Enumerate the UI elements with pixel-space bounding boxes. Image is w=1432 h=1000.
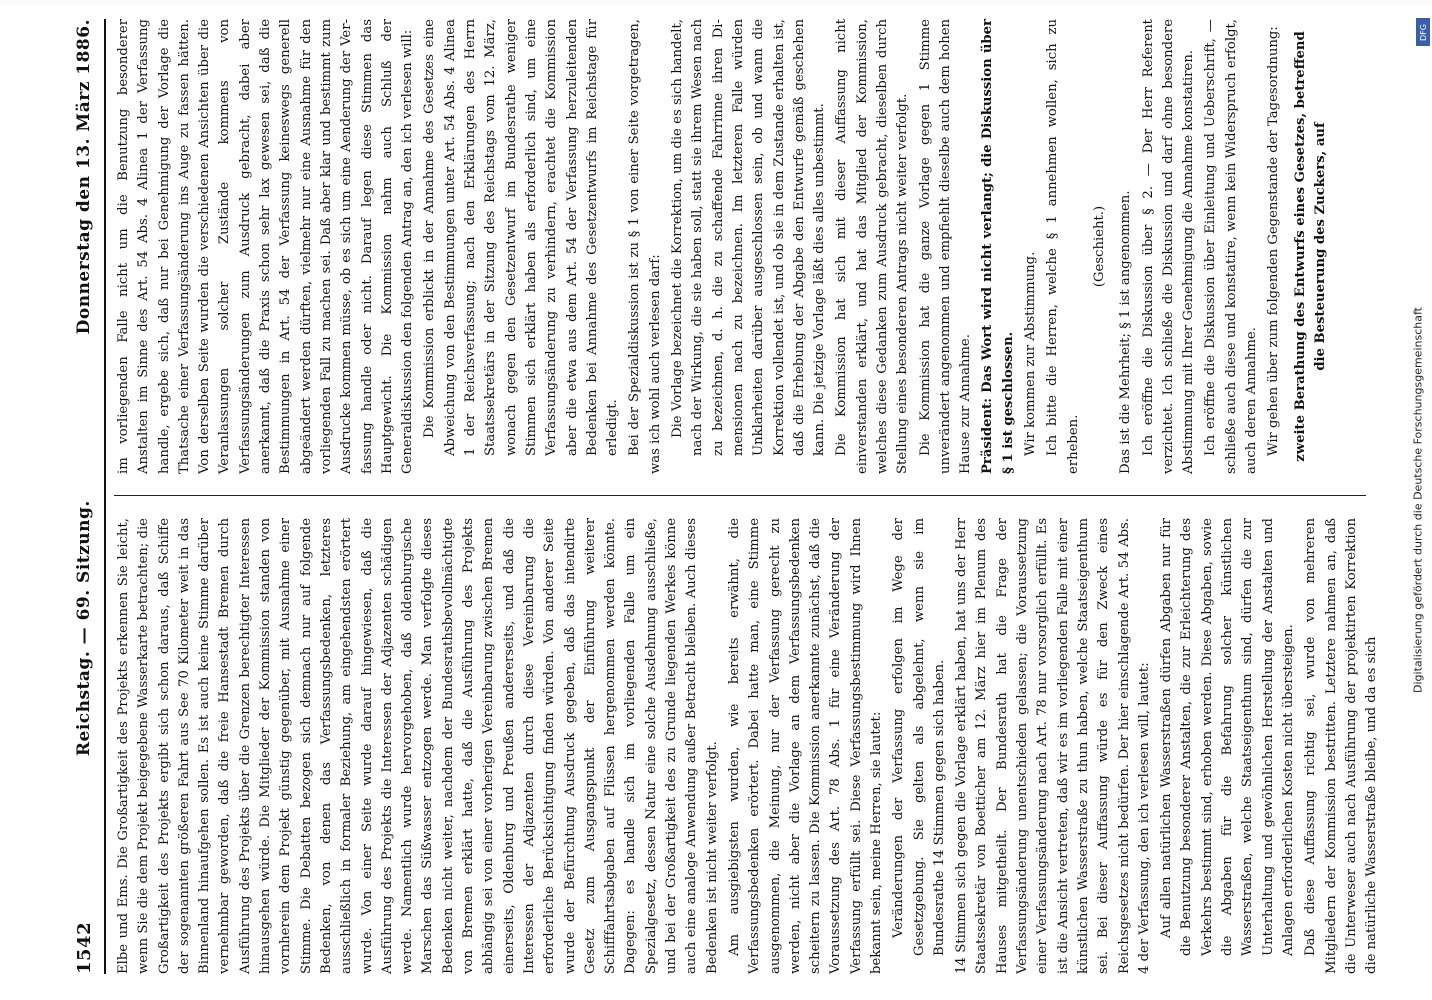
quote: Veränderungen der Verfassung erfolgen im Wege der Gesetzgebung. Sie gelten als abgelehnt, wenn sie im Bundesrathe 14 Stimmen gegen sich haben. — [891, 518, 947, 956]
page-number: 1542 — [73, 921, 95, 974]
paragraph: Die Kommission hat die ganze Vorlage gegen 1 Stimme unverändert angenommen und empfiehlt dieselbe auch dem hohen Hause zur Annahme. — [917, 19, 974, 474]
quote: Auf allen natürlichen Wasserstraßen dürfen Abgaben nur für die Benutzung besonderer Anstalten, die zur Erleichterung des Verkehrs bestimmt sind, erhoben werden. Diese Abgaben, sowie die Abgaben für die Befahrung solcher künstlichen Wasserstraßen, welche Staatseigenthum sind, dürfen die zur Unterhaltung und gewöhnlichen Herstellung der Anstalten und Anlagen erforderlichen Kosten nicht übersteigen. — [1159, 518, 1296, 956]
stage-direction: (Geschieht.) — [1091, 205, 1107, 288]
paragraph: Das ist die Mehrheit; § 1 ist angenommen. — [1118, 190, 1134, 474]
paragraph: Ich eröffne die Diskussion über § 2. — Der Herr Referent verzichtet. Ich schließe die Diskussion und darf ohne besondere Abstimmung mit Ihrer Genehmigung die Annahme konstatiren. — [1140, 19, 1197, 474]
paragraph: Ich bitte die Herren, welche § 1 annehmen wollen, sich zu erheben. — [1045, 19, 1081, 474]
header-left-title: Reichstag. — 69. Sitzung. — [74, 500, 94, 757]
speaker-paragraph: Präsident: Das Wort wird nicht verlangt; die Diskussion über § 1 ist geschlossen. — [980, 19, 1016, 474]
paragraph: 14 Stimmen sich gegen die Vorlage erklärt haben, hat uns der Herr Staatssekretär von Boetticher am 12. März hier im Plenum des Hauses mitgetheilt. Der Bundesrath hat die Frage der Verfassungsänderung unentschieden gelassen; die Voraussetzung einer Verfassungsänderung nach Art. 78 nur vorsorglich erfüllt. Es ist die Ansicht vertreten, daß wir es im vorliegenden Falle mit einer künstlichen Wasserstraße zu thun haben, welche Staatseigenthum sei. Bei dieser Auffassung würde es für den Zweck eines Reichsgesetzes nicht bedürfen. Der hier einschlagende Art. 54 Abs. 4 der Verfassung, den ich verlesen will, lautet: — [954, 518, 1152, 974]
paragraph: Am ausgiebigsten wurden, wie bereits erwähnt, die Verfassungsbedenken erörtert. Dabei hatte man, eine Stimme ausgenommen, die Meinung, nur der Verfassung gerecht zu werden, nicht aber die Vorlage an dem Verfassungsbedenken scheitern zu lassen. Die Kommission anerkannte zunächst, daß die Voraussetzung des Art. 78 Abs. 1 für eine Veränderung der Verfassung erfüllt sei. Diese Verfassungsbestimmung wird Ihnen bekannt sein, meine Herren, sie lautet: — [726, 518, 884, 974]
paragraph: Ich eröffne die Diskussion über Einleitung und Ueberschrift, — schließe auch diese und konstatire, wenn kein Widerspruch erfolgt, auch deren Annahme. — [1203, 19, 1260, 474]
column-divider — [114, 495, 1366, 496]
left-column — [114, 518, 1380, 974]
paragraph: Wir gehen über zum folgenden Gegenstande der Tagesordnung: — [1266, 26, 1282, 456]
header-rule — [104, 19, 106, 974]
quote: Die Kommission erblickt in der Annahme des Gesetzes eine Abweichung von den Bestimmungen unter Art. 54 Abs. 4 Alinea 1 der Reichsverfassung; nach den Erklärungen des Herrn Staatssekretärs in der Sitzung des Reichstags vom 12. März, wonach gegen den Gesetzentwurf im Bundesrathe weniger Stimmen sich erklärt haben als erforderlich sind, um eine Verfassungsänderung zu verhindern, erachtet die Kommission aber die etwa aus dem Art. 54 der Verfassung herzuleitenden Bedenken bei Annahme des Gesetzentwurfs im Reichstage für erledigt. — [422, 19, 621, 456]
paragraph: Wir kommen zur Abstimmung. — [1023, 251, 1039, 456]
header-date: Donnerstag den 13. März 1886. — [74, 19, 94, 335]
paragraph: im vorliegenden Falle nicht um die Benutzung besonderer Anstalten im Sinne des Art. 54 Abs. 4 Alinea 1 der Verfassung handle, ergebe sich, daß nur bei Genehmigung der Vorlage die Thatsache einer Verfassungsänderung ins Auge zu fassen hätten. Von derselben Seite wurden die verschiedenen Ansichten über die Veranlassungen solcher Zustände kommens von Verfassungsänderungen zum Ausdruck gebracht, dabei aber anerkannt, daß die Praxis schon sehr lax gewesen sei, daß die Bestimmungen in Art. 54 der Verfassung keineswegs generell abgeändert werden dürften, vielmehr nur eine Ausnahme für den vorliegenden Fall zu machen sei. Daß aber klar und bestimmt zum Ausdrucke kommen müsse, ob es sich um eine Aenderung der Verfassung handle oder nicht. Darauf legen diese Stimmen das Hauptgewicht. Die Kommission nahm auch Schluß der Generaldiskussion den folgenden Antrag an, den ich verlesen will: — [116, 19, 416, 474]
dfg-label: DFG — [1418, 23, 1428, 41]
paragraph: Daß diese Auffassung richtig sei, wurde von mehreren Mitgliedern der Kommission bestritten. Letztere nahmen an, daß die Unterweser auch nach Ausführung der projektirten Korrektion die natürliche Wasserstraße bleibe, und da es sich — [1303, 518, 1380, 974]
page-header — [66, 19, 102, 974]
agenda-item: zweite Berathung des Entwurfs eines Gesetzes, betreffend die Besteuerung des Zuckers, auf — [1292, 31, 1328, 462]
imprint-text: Digitalisierung gefördert durch die Deutsche Forschungsgemeinschaft — [1411, 307, 1425, 693]
digitization-imprint — [1404, 8, 1432, 992]
quote: Die Vorlage bezeichnet die Korrektion, um die es sich handelt, nach der Wirkung, die sie haben soll, statt sie ihrem Wesen nach zu bezeichnen, d. h. die zu schaffende Fahrrinne ihren Dimensionen nach zu bezeichnen. Im letzteren Falle würden Unklarheiten darüber ausgeschlossen sein, ob und wann die Korrektion vollendet ist, und ob sie in dem Zustande erhalten ist, daß die Erhebung der Abgabe den Entwurfe gemäß geschehen kann. Die jetzige Vorlage läßt dies alles unbestimmt. — [670, 19, 828, 456]
paragraph: Bei der Spezialdiskussion ist zu § 1 von einer Seite vorgetragen, was ich wohl auch verlesen darf: — [627, 19, 663, 474]
right-column — [114, 19, 1366, 474]
dfg-logo — [1416, 18, 1430, 46]
document-sheet — [66, 19, 1380, 974]
paragraph: Die Kommission hat sich mit dieser Auffassung nicht einverstanden erklärt, und hat das Mitglied der Kommission, welches diese Gedanken zum Ausdruck gebracht, dieselben durch Stellung eines besonderen Antrags nicht weiter verfolgt. — [834, 19, 911, 474]
paragraph: Elbe und Ems. Die Großartigkeit des Projekts erkennen Sie leicht, wenn Sie die dem Projekt beigegebene Wasserkarte betrachten; die Großartigkeit des Projekts ergibt sich schon daraus, daß Schiffe der sogenannten größeren Fahrt aus See 70 Kilometer weit in das Binnenland hinaufgehen sollen. Es ist auch keine Stimme darüber vernehmbar geworden, daß die freie Hansestadt Bremen durch Ausführung des Projekts über die Grenzen berechtigter Interessen hinausgehen würde. Die Mitglieder der Kommission standen von vornherein dem Projekt günstig gegenüber, mit Ausnahme einer Stimme. Die Debatten bezogen sich demnach nur auf folgende Bedenken, von denen das Verfassungsbedenken, letzteres ausschließlich in formaler Beziehung, am eingehendsten erörtert wurde. Von einer Seite wurde darauf hingewiesen, daß die Ausführung des Projekts die Interessen der Adjazenten schädigen werde. Namentlich wurde hervorgehoben, daß oldenburgische Marschen das Süßwasser entzogen werde. Man verfolgte dieses Bedenken nicht weiter, nachdem der Bundesrathsbevollmächtigte von Bremen erklärt hatte, daß die Ausführung des Projekts abhängig sei von einer vorherigen Vereinbarung zwischen Bremen einerseits, Oldenburg und Preußen andererseits, und daß die Interessen der Adjazenten durch diese Vereinbarung die erforderliche Berücksichtigung finden würden. Von anderer Seite wurde der Befürchtung Ausdruck gegeben, daß das intendirte Gesetz zum Ausgangspunkt der Einführung weiterer Schifffahrtsabgaben auf Flüssen hergenommen werden könnte. Dagegen: es handle sich im vorliegenden Falle um ein Spezialgesetz, dessen Natur eine solche Ausdehnung ausschließe, und bei der Großartigkeit des zu Grunde liegenden Werkes könne auch eine analoge Anwendung außer Betracht bleiben. Auch dieses Bedenken ist nicht weiter verfolgt. — [116, 518, 720, 974]
